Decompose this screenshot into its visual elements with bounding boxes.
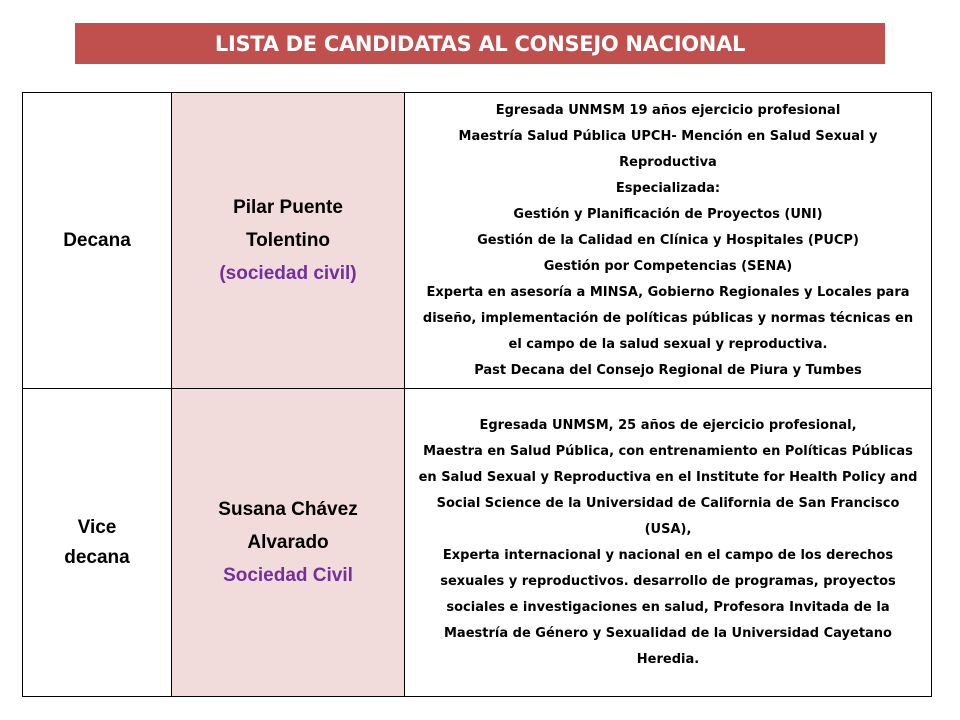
description-line: Maestra en Salud Pública, con entrenamiento en Políticas Públicas bbox=[423, 443, 913, 459]
description-line: Social Science de la Universidad de California de San Francisco bbox=[436, 495, 900, 511]
description-line: Experta en asesoría a MINSA, Gobierno Regionales y Locales para bbox=[426, 284, 910, 300]
description-line: sociales e investigaciones en salud, Profesora Invitada de la bbox=[446, 599, 890, 615]
description-cell bbox=[405, 93, 932, 389]
table-row bbox=[23, 389, 932, 697]
description-line: Experta internacional y nacional en el campo de los derechos bbox=[442, 547, 894, 563]
description-line: Gestión por Competencias (SENA) bbox=[543, 258, 793, 274]
description-line: Maestría de Género y Sexualidad de la Universidad Cayetano bbox=[444, 625, 892, 641]
table-row bbox=[23, 93, 932, 389]
description-line: Gestión de la Calidad en Clínica y Hospitales (PUCP) bbox=[477, 232, 859, 248]
candidate-name-line: Alvarado bbox=[247, 532, 329, 553]
candidate-name-line: Tolentino bbox=[245, 230, 331, 251]
description-line: (USA), bbox=[644, 521, 692, 537]
description-line: Gestión y Planificación de Proyectos (UNI) bbox=[513, 206, 823, 222]
candidates-table bbox=[22, 92, 932, 697]
role-cell bbox=[23, 389, 172, 697]
role-label-line: Vice bbox=[77, 516, 117, 538]
description-line: Heredia. bbox=[636, 651, 700, 667]
role-label-line: decana bbox=[64, 546, 130, 568]
description-line: Reproductiva bbox=[619, 154, 717, 170]
description-line: diseño, implementación de políticas públicas y normas técnicas en bbox=[422, 310, 914, 326]
description-line: sexuales y reproductivos. desarrollo de programas, proyectos bbox=[440, 573, 896, 589]
candidate-name-line: Pilar Puente bbox=[233, 197, 343, 218]
description-line: Especializada: bbox=[615, 180, 721, 196]
description-line: en Salud Sexual y Reproductiva en el Institute for Health Policy and bbox=[418, 469, 918, 485]
description-line: Maestría Salud Pública UPCH- Mención en Salud Sexual y bbox=[458, 128, 878, 144]
page-title-banner bbox=[75, 23, 885, 64]
name-cell bbox=[172, 389, 405, 697]
description-line: Egresada UNMSM 19 años ejercicio profesional bbox=[495, 102, 841, 118]
description-line: el campo de la salud sexual y reproductiva. bbox=[508, 336, 828, 352]
description-line: Egresada UNMSM, 25 años de ejercicio profesional, bbox=[479, 417, 857, 433]
candidate-affiliation: Sociedad Civil bbox=[223, 565, 353, 586]
description-line: Past Decana del Consejo Regional de Piura y Tumbes bbox=[474, 362, 862, 378]
role-label: Decana bbox=[63, 229, 131, 251]
description-cell bbox=[405, 389, 932, 697]
page-title: LISTA DE CANDIDATAS AL CONSEJO NACIONAL bbox=[214, 31, 746, 56]
role-cell bbox=[23, 93, 172, 389]
name-cell bbox=[172, 93, 405, 389]
candidate-name-line: Susana Chávez bbox=[218, 499, 358, 520]
candidate-affiliation: (sociedad civil) bbox=[219, 263, 357, 284]
